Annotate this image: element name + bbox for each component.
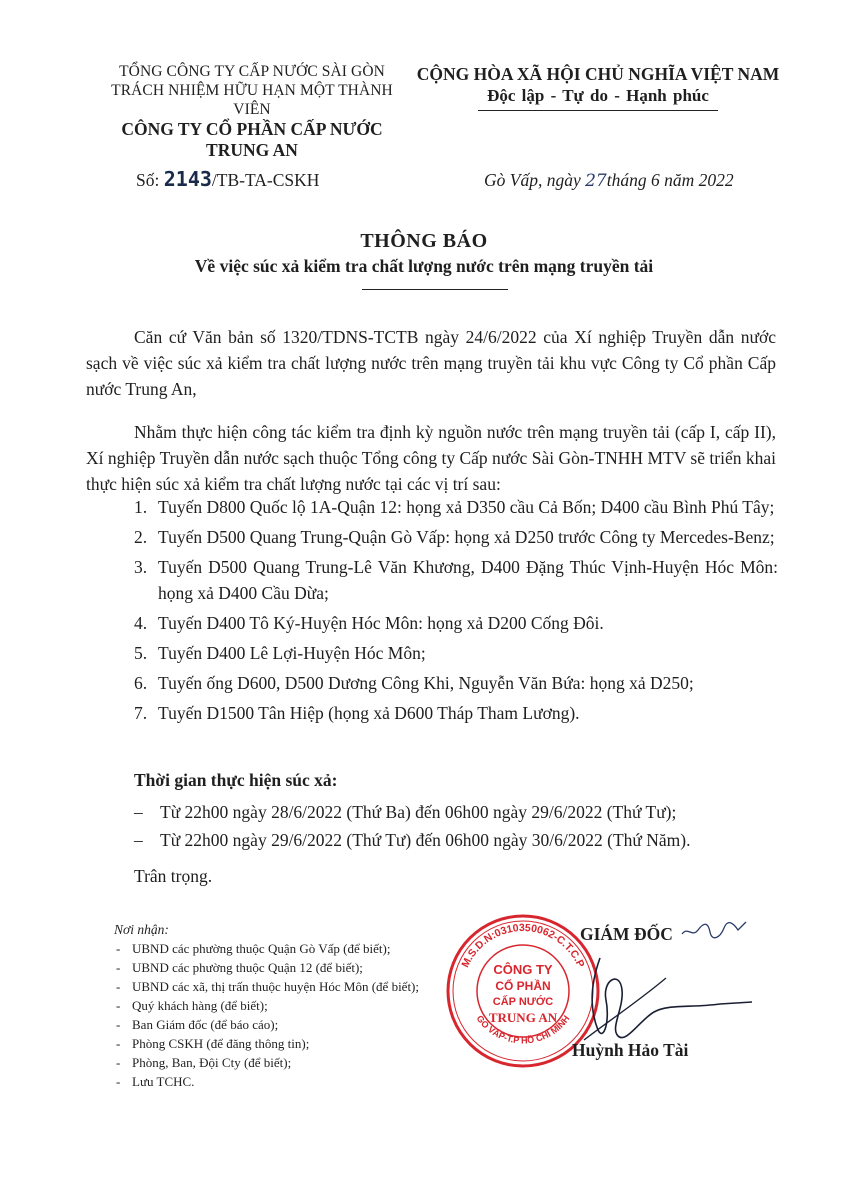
list-item-number: 7. [134, 703, 148, 723]
list-item-text: Tuyến D500 Quang Trung-Lê Văn Khương, D400 Đặng Thúc Vịnh-Huyện Hóc Môn: họng xả D400 Cầu Dừa; [158, 557, 778, 603]
list-item-text: Tuyến D1500 Tân Hiệp (họng xả D600 Tháp Tham Lương). [158, 703, 580, 723]
company-name-line1: CÔNG TY CỔ PHẦN CẤP NƯỚC [121, 119, 383, 139]
recipient-item: - Phòng, Ban, Đội Cty (để biết); [114, 1053, 419, 1072]
motto-underline [478, 110, 718, 111]
issue-date [484, 170, 734, 191]
list-item [134, 524, 778, 550]
national-motto: Độc lập - Tự do - Hạnh phúc [487, 86, 709, 105]
recipient-item: - Lưu TCHC. [114, 1072, 419, 1091]
schedule-item [134, 798, 784, 826]
list-item-text: Tuyến D400 Lê Lợi-Huyện Hóc Môn; [158, 643, 426, 663]
schedule-heading: Thời gian thực hiện súc xả: [134, 770, 338, 790]
schedule-item [134, 826, 784, 854]
closing-regards: Trân trọng. [134, 866, 213, 886]
document-subtitle: Về việc súc xả kiểm tra chất lượng nước trên mạng truyền tải [194, 256, 654, 276]
paragraph-basis: Căn cứ Văn bản số 1320/TDNS-TCTB ngày 24/6/2022 của Xí nghiệp Truyền dẫn nước sạch về việc súc xả kiểm tra chất lượng nước trên mạng truyền tải khu vực Công ty Cổ phần Cấp nước Trung An, [86, 327, 776, 399]
date-suffix: tháng 6 năm 2022 [606, 170, 734, 190]
recipient-item: - UBND các xã, thị trấn thuộc huyện Hóc Môn (để biết); [114, 977, 419, 996]
recipient-item: - UBND các phường thuộc Quận Gò Vấp (để biết); [114, 939, 419, 958]
document-number-suffix: /TB-TA-CSKH [211, 170, 320, 190]
location-list [134, 494, 778, 730]
list-item-text: Tuyến ống D600, D500 Dương Công Khi, Nguyễn Văn Bứa: họng xả D250; [158, 673, 694, 693]
list-item [134, 554, 778, 606]
svg-text:CÔNG TY: CÔNG TY [493, 962, 553, 977]
svg-text:TRUNG AN: TRUNG AN [488, 1010, 558, 1025]
list-item-number: 5. [134, 643, 148, 663]
recipient-item: - Ban Giám đốc (để báo cáo); [114, 1015, 419, 1034]
dash-bullet: – [134, 830, 143, 850]
document-number-value: 2143 [163, 167, 212, 191]
list-item [134, 494, 778, 520]
parent-org-type: TRÁCH NHIỆM HỮU HẠN MỘT THÀNH VIÊN [111, 82, 393, 118]
signer-title: GIÁM ĐỐC [580, 924, 673, 944]
list-item-number: 3. [134, 557, 148, 577]
list-item-number: 1. [134, 497, 148, 517]
dash-bullet: – [134, 802, 143, 822]
title-divider [362, 289, 508, 290]
list-item [134, 700, 778, 726]
recipients-list [114, 939, 419, 1091]
list-item-text: Tuyến D500 Quang Trung-Quận Gò Vấp: họng xả D250 trước Công ty Mercedes-Benz; [158, 527, 775, 547]
document-title: THÔNG BÁO [360, 230, 488, 252]
document-number-prefix: Số: [136, 170, 160, 190]
list-item-number: 4. [134, 613, 148, 633]
list-item [134, 640, 778, 666]
company-name-line2: TRUNG AN [206, 140, 298, 160]
svg-text:CẤP NƯỚC: CẤP NƯỚC [492, 996, 554, 1008]
svg-text:GÒ VẤP-T.P HỒ CHÍ MINH: GÒ VẤP-T.P HỒ CHÍ MINH [474, 1013, 572, 1046]
svg-text:CỔ PHẦN: CỔ PHẦN [495, 979, 551, 993]
nation-name: CỘNG HÒA XÃ HỘI CHỦ NGHĨA VIỆT NAM [416, 64, 780, 84]
list-item-text: Tuyến D800 Quốc lộ 1A-Quận 12: họng xả D350 cầu Cả Bốn; D400 cầu Bình Phú Tây; [158, 497, 775, 517]
recipient-item: - UBND các phường thuộc Quận 12 (để biết); [114, 958, 419, 977]
list-item [134, 670, 778, 696]
recipients-title: Nơi nhận: [114, 922, 169, 937]
paragraph-purpose: Nhằm thực hiện công tác kiểm tra định kỳ nguồn nước trên mạng truyền tải (cấp I, cấp II), Xí nghiệp Truyền dẫn nước sạch thuộc Tổng công ty Cấp nước Sài Gòn-TNHH MTV sẽ triển khai thực hiện súc xả kiểm tra chất lượng nước tại các vị trí sau: [86, 422, 776, 494]
signer-name: Huỳnh Hảo Tài [572, 1040, 689, 1060]
parent-org-name: TỔNG CÔNG TY CẤP NƯỚC SÀI GÒN [119, 63, 385, 80]
handwritten-initial [680, 916, 750, 942]
list-item-number: 6. [134, 673, 148, 693]
recipients-block [114, 920, 419, 1091]
list-item [134, 610, 778, 636]
schedule-text: Từ 22h00 ngày 28/6/2022 (Thứ Ba) đến 06h00 ngày 29/6/2022 (Thứ Tư); [160, 802, 677, 822]
date-prefix: Gò Vấp, ngày [484, 170, 581, 190]
recipient-item: - Quý khách hàng (để biết); [114, 996, 419, 1015]
list-item-text: Tuyến D400 Tô Ký-Huyện Hóc Môn: họng xả D200 Cống Đôi. [158, 613, 604, 633]
schedule-list [134, 798, 784, 854]
document-number [136, 167, 319, 191]
list-item-number: 2. [134, 527, 148, 547]
svg-text:M.S.D.N:0310350062-C.T.C.P: M.S.D.N:0310350062-C.T.C.P [459, 921, 587, 970]
schedule-text: Từ 22h00 ngày 29/6/2022 (Thứ Tư) đến 06h00 ngày 30/6/2022 (Thứ Năm). [160, 830, 691, 850]
recipient-item: - Phòng CSKH (để đăng thông tin); [114, 1034, 419, 1053]
national-header [410, 64, 786, 111]
date-day-handwritten: 27 [585, 171, 607, 191]
handwritten-signature [570, 950, 760, 1050]
issuer-header [92, 62, 412, 161]
